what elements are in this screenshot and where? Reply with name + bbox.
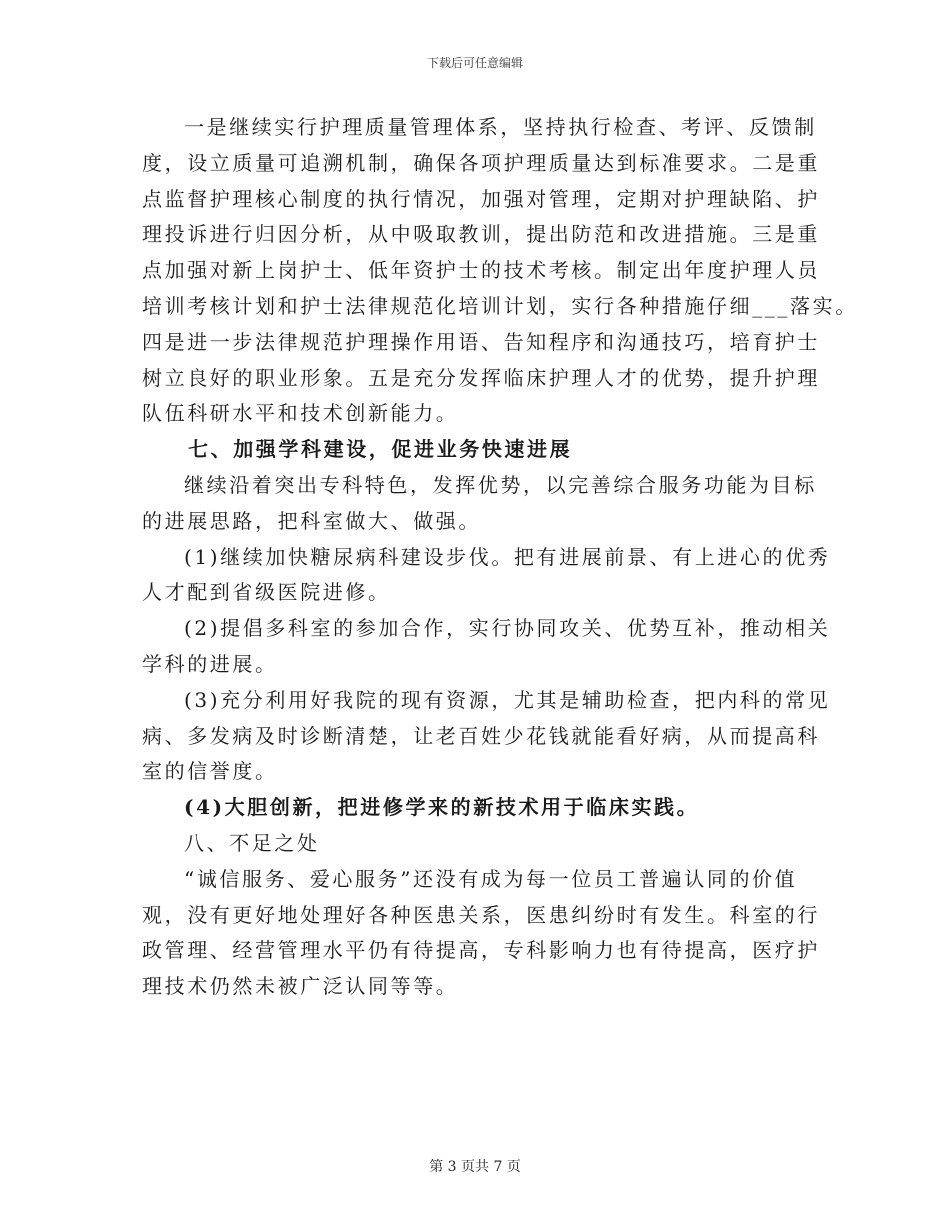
- text-line: 四是进一步法律规范护理操作用语、告知程序和沟通技巧，培育护士: [142, 329, 820, 354]
- text-line: 理投诉进行归因分析，从中吸取教训，提出防范和改进措施。三是重: [142, 222, 820, 247]
- text-line: 度，设立质量可追溯机制，确保各项护理质量达到标准要求。二是重: [142, 150, 820, 175]
- page-header: 下载后可任意编辑: [426, 56, 523, 70]
- text-line: 一是继续实行护理质量管理体系，坚持执行检查、考评、反馈制: [184, 115, 817, 139]
- text-line: 的进展思路，把科室做大、做强。: [142, 508, 481, 533]
- text-line: 观，没有更好地处理好各种医患关系，医患纠纷时有发生。科室的行: [142, 902, 820, 927]
- text-line: 树立良好的职业形象。五是充分发挥临床护理人才的优势，提升护理: [142, 365, 820, 390]
- document-body: [142, 110, 858, 1005]
- text-line: “诚信服务、爱心服务”还没有成为每一位员工普遍认同的价值: [184, 866, 798, 891]
- text-line: 政管理、经营管理水平仍有待提高，专科影响力也有待提高，医疗护: [142, 938, 820, 963]
- list-item-1: [142, 540, 832, 612]
- text-line: (1)继续加快糖尿病科建设步伐。把有进展前景、有上进心的优秀: [184, 544, 831, 569]
- text-line: 点加强对新上岗护士、低年资护士的技术考核。制定出年度护理人员: [142, 258, 820, 283]
- text-line: 理技术仍然未被广泛认同等等。: [142, 974, 459, 999]
- text-line: 点监督护理核心制度的执行情况，加强对管理，定期对护理缺陷、护: [142, 186, 820, 211]
- text-line: 人才配到省级医院进修。: [142, 580, 391, 605]
- text-line: 病、多发病及时诊断清楚，让老百姓少花钱就能看好病，从而提高科: [142, 723, 820, 748]
- text-line: 室的信誉度。: [142, 759, 278, 784]
- text-line: (2)提倡多科室的参加合作，实行协同攻关、优势互补，推动相关: [184, 616, 831, 641]
- list-item-3: [142, 683, 832, 790]
- list-item-2: [142, 611, 832, 683]
- paragraph-discipline-building: [142, 468, 832, 540]
- paragraph-shortcomings: [142, 862, 832, 1005]
- text-line: (3)充分利用好我院的现有资源，尤其是辅助检查，把内科的常见: [184, 687, 831, 712]
- section-heading-8: 八、不足之处: [184, 830, 320, 855]
- text-line: 学科的进展。: [142, 651, 278, 676]
- paragraph-nursing-quality: [142, 110, 858, 432]
- section-heading-7: 七、加强学科建设，促进业务快速进展: [188, 437, 573, 462]
- text-line: 培训考核计划和护士法律规范化培训计划，实行各种措施仔细___落实。: [142, 293, 858, 318]
- text-line: 继续沿着突出专科特色，发挥优势，以完善综合服务功能为目标: [184, 472, 817, 497]
- page-number-footer: 第 3 页共 7 页: [429, 1159, 521, 1175]
- text-line: 队伍科研水平和技术创新能力。: [142, 401, 459, 426]
- list-item-4: (4)大胆创新，把进修学来的新技术用于临床实践。: [184, 795, 700, 820]
